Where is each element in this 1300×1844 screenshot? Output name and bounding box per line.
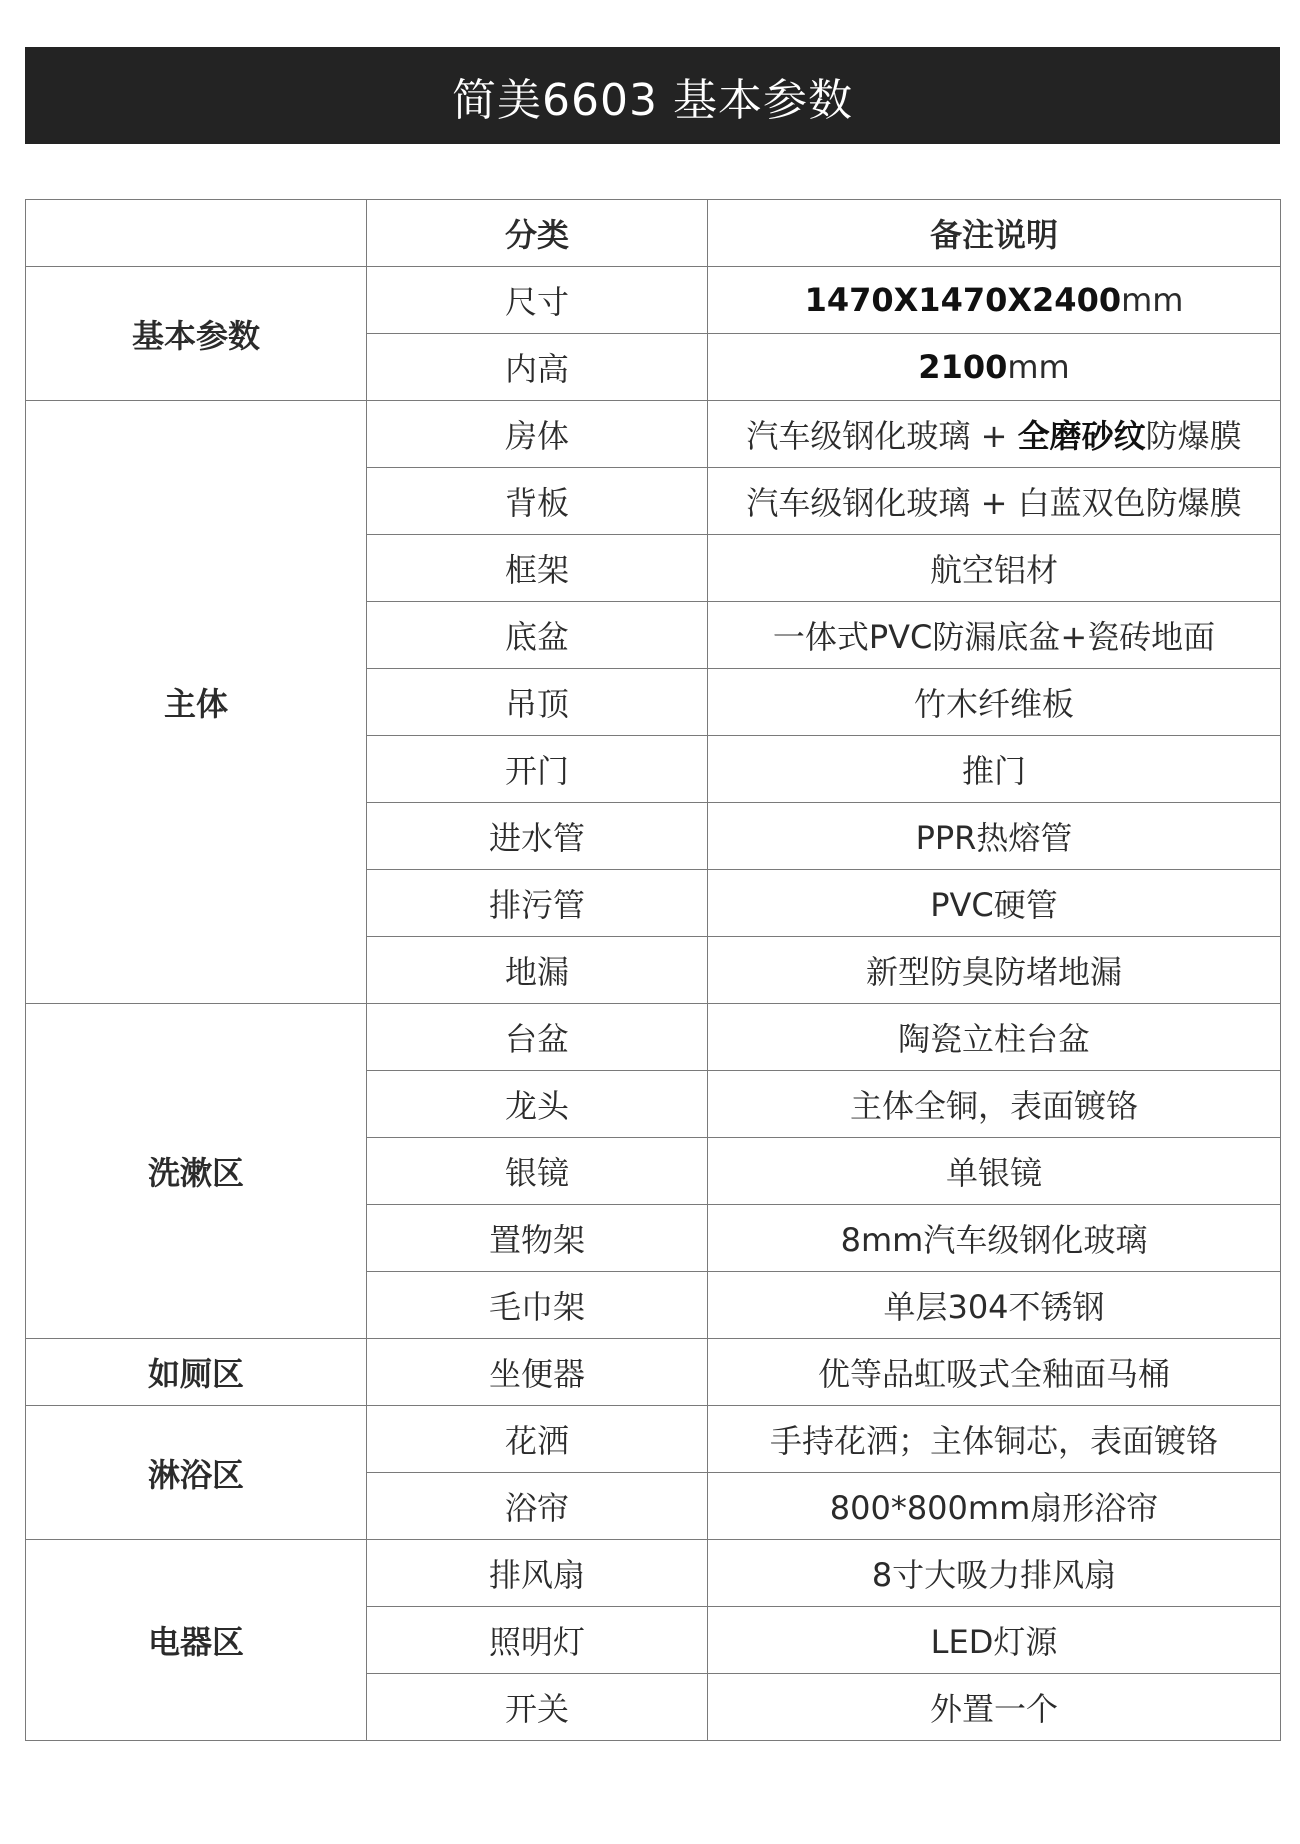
note-text: 防爆膜 (1145, 417, 1242, 455)
page-title: 简美6603 基本参数 (452, 74, 853, 126)
note-text: 汽车级钢化玻璃 + (746, 417, 1018, 455)
note-text: 2100 (918, 348, 1008, 386)
note-text: 单层304不锈钢 (883, 1288, 1105, 1326)
group-label: 洗漱区 (26, 1004, 367, 1339)
note-text: 新型防臭防堵地漏 (865, 953, 1122, 991)
table-row (26, 1339, 1281, 1406)
page-title-bar (25, 47, 1280, 144)
category-cell: 浴帘 (367, 1473, 708, 1540)
spec-table-body (26, 200, 1281, 1741)
category-cell: 地漏 (367, 937, 708, 1004)
note-cell (708, 870, 1281, 937)
category-cell: 底盆 (367, 602, 708, 669)
note-text: mm (1121, 281, 1184, 319)
category-cell: 框架 (367, 535, 708, 602)
note-text: 8寸大吸力排风扇 (871, 1556, 1117, 1594)
note-cell (708, 602, 1281, 669)
note-cell (708, 1406, 1281, 1473)
note-text: 800*800mm扇形浴帘 (829, 1489, 1159, 1527)
category-cell: 开门 (367, 736, 708, 803)
note-cell (708, 803, 1281, 870)
note-text: 优等品虹吸式全釉面马桶 (817, 1355, 1170, 1393)
category-cell: 进水管 (367, 803, 708, 870)
category-cell: 台盆 (367, 1004, 708, 1071)
note-text: 陶瓷立柱台盆 (897, 1020, 1090, 1058)
category-cell: 内高 (367, 334, 708, 401)
column-header: 备注说明 (708, 200, 1281, 267)
group-label: 如厕区 (26, 1339, 367, 1406)
note-cell (708, 1540, 1281, 1607)
category-cell: 置物架 (367, 1205, 708, 1272)
note-cell (708, 535, 1281, 602)
category-cell: 尺寸 (367, 267, 708, 334)
note-cell (708, 1339, 1281, 1406)
note-text: 8mm汽车级钢化玻璃 (840, 1221, 1148, 1259)
table-header-row (26, 200, 1281, 267)
note-cell (708, 1205, 1281, 1272)
note-text: PPR热熔管 (915, 819, 1073, 857)
note-text: LED灯源 (930, 1623, 1058, 1661)
group-label: 主体 (26, 401, 367, 1004)
note-text: 1470X1470X2400 (804, 281, 1122, 319)
note-cell (708, 1004, 1281, 1071)
note-cell (708, 937, 1281, 1004)
note-text: mm (1007, 348, 1070, 386)
note-text: 手持花洒；主体铜芯，表面镀铬 (769, 1422, 1218, 1460)
column-header (26, 200, 367, 267)
note-cell (708, 1071, 1281, 1138)
note-cell (708, 1674, 1281, 1741)
note-text: 主体全铜，表面镀铬 (849, 1087, 1138, 1125)
category-cell: 花洒 (367, 1406, 708, 1473)
category-cell: 排风扇 (367, 1540, 708, 1607)
note-cell (708, 334, 1281, 401)
category-cell: 吊顶 (367, 669, 708, 736)
table-row (26, 401, 1281, 468)
note-text: 竹木纤维板 (913, 685, 1074, 723)
group-label: 淋浴区 (26, 1406, 367, 1540)
note-text: 单银镜 (945, 1154, 1042, 1192)
category-cell: 银镜 (367, 1138, 708, 1205)
category-cell: 开关 (367, 1674, 708, 1741)
note-cell (708, 267, 1281, 334)
table-row (26, 267, 1281, 334)
spec-table (25, 199, 1281, 1741)
category-cell: 毛巾架 (367, 1272, 708, 1339)
category-cell: 排污管 (367, 870, 708, 937)
category-cell: 坐便器 (367, 1339, 708, 1406)
table-row (26, 1540, 1281, 1607)
note-cell (708, 401, 1281, 468)
note-cell (708, 468, 1281, 535)
column-header: 分类 (367, 200, 708, 267)
note-text: 汽车级钢化玻璃 + 白蓝双色防爆膜 (746, 484, 1242, 522)
category-cell: 龙头 (367, 1071, 708, 1138)
group-label: 电器区 (26, 1540, 367, 1741)
note-text: PVC硬管 (930, 886, 1058, 924)
note-cell (708, 736, 1281, 803)
category-cell: 背板 (367, 468, 708, 535)
note-text: 全磨砂纹 (1017, 417, 1146, 455)
note-cell (708, 669, 1281, 736)
note-cell (708, 1138, 1281, 1205)
table-row (26, 1004, 1281, 1071)
note-text: 航空铝材 (929, 551, 1058, 589)
table-row (26, 1406, 1281, 1473)
note-text: 一体式PVC防漏底盆+瓷砖地面 (772, 618, 1216, 656)
note-text: 外置一个 (929, 1690, 1058, 1728)
category-cell: 照明灯 (367, 1607, 708, 1674)
note-text: 推门 (961, 752, 1026, 790)
note-cell (708, 1607, 1281, 1674)
note-cell (708, 1272, 1281, 1339)
category-cell: 房体 (367, 401, 708, 468)
note-cell (708, 1473, 1281, 1540)
group-label: 基本参数 (26, 267, 367, 401)
